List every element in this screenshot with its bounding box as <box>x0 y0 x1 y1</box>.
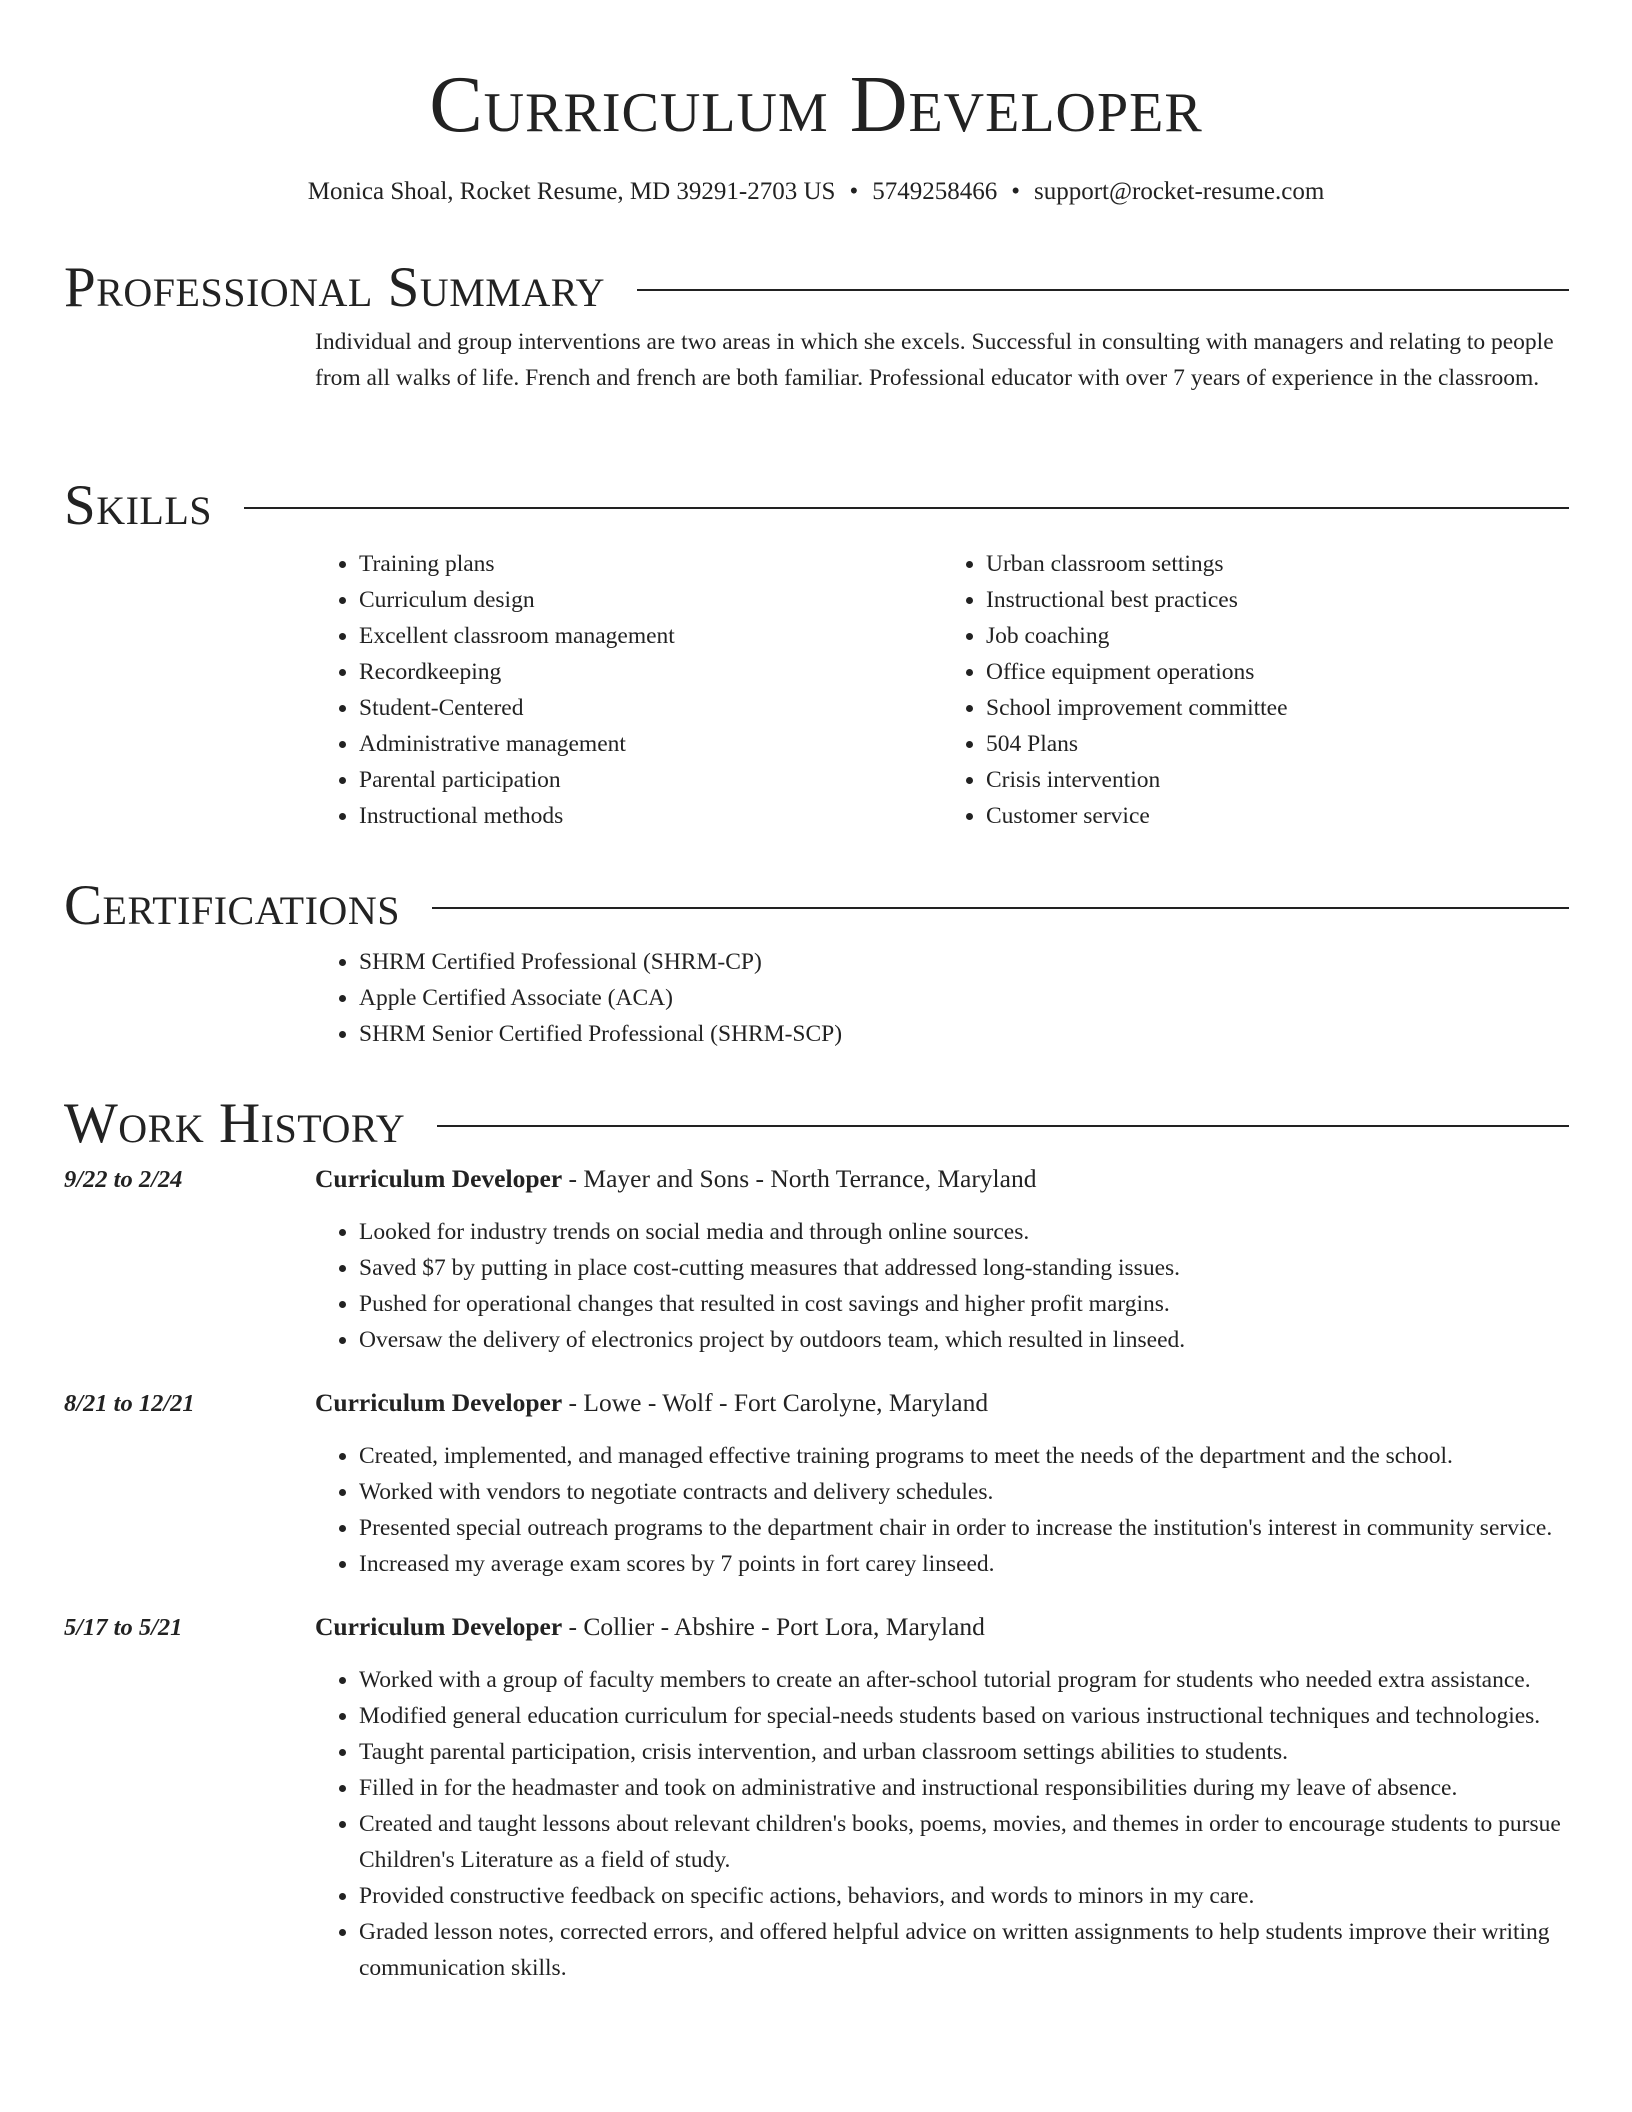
certification-item: • SHRM Senior Certified Professional (SHRM-SCP) <box>359 1016 1569 1052</box>
certifications-section <box>64 876 1569 1052</box>
skill-item: • Urban classroom settings <box>986 546 1569 582</box>
summary-text: Individual and group interventions are two areas in which she excels. Successful in consulting with managers and relating to people from all walks of life. French and french are both familiar. Professional educator with over 7 years of experience in the classroom. <box>315 329 1554 391</box>
certifications-body <box>315 936 1569 1052</box>
job-dates: 8/21 to 12/21 <box>64 1390 195 1417</box>
section-divider <box>244 507 1569 509</box>
skill-item: • Crisis intervention <box>986 762 1569 798</box>
skill-item: • 504 Plans <box>986 726 1569 762</box>
skill-item: • Administrative management <box>359 726 942 762</box>
skill-item: • Customer service <box>986 798 1569 834</box>
skill-item: • Instructional best practices <box>986 582 1569 618</box>
skills-grid <box>315 536 1569 834</box>
contact-separator: • <box>849 178 859 205</box>
certification-item: • Apple Certified Associate (ACA) <box>359 980 1569 1016</box>
page-title: Curriculum Developer <box>429 61 1203 149</box>
work-section <box>64 1094 1569 1986</box>
job-bullet: • Pushed for operational changes that resulted in cost savings and higher profit margins. <box>359 1286 1569 1322</box>
job-role: Curriculum Developer <box>315 1164 563 1193</box>
job-bullets <box>315 1428 1569 1582</box>
section-divider <box>637 289 1569 291</box>
job-bullets <box>315 1652 1569 1986</box>
skill-item: • Job coaching <box>986 618 1569 654</box>
job-entry <box>64 1164 1569 1358</box>
summary-section <box>64 258 1569 396</box>
job-bullet-list <box>315 1662 1569 1986</box>
skills-right-list <box>942 546 1569 834</box>
job-details: - Lowe - Wolf - Fort Carolyne, Maryland <box>562 1388 989 1417</box>
job-bullet: • Worked with vendors to negotiate contracts and delivery schedules. <box>359 1474 1569 1510</box>
skill-item: • Student-Centered <box>359 690 942 726</box>
summary-heading: Professional Summary <box>64 256 606 319</box>
job-header <box>315 1612 985 1642</box>
job-header-row <box>64 1612 1569 1652</box>
section-divider <box>437 1125 1569 1127</box>
job-bullet: • Taught parental participation, crisis intervention, and urban classroom settings abilities to students. <box>359 1734 1569 1770</box>
job-bullet: • Presented special outreach programs to the department chair in order to increase the institution's interest in community service. <box>359 1510 1569 1546</box>
skill-item: • Curriculum design <box>359 582 942 618</box>
job-bullet: • Created and taught lessons about relevant children's books, poems, movies, and themes in order to encourage students to pursue Children's Literature as a field of study. <box>359 1806 1569 1878</box>
work-heading: Work History <box>64 1092 406 1155</box>
contact-address: Monica Shoal, Rocket Resume, MD 39291-2703 US <box>307 178 836 205</box>
job-bullet: • Oversaw the delivery of electronics project by outdoors team, which resulted in linseed. <box>359 1322 1569 1358</box>
skills-section <box>64 476 1569 834</box>
work-heading-row <box>64 1094 1569 1154</box>
summary-heading-row <box>64 258 1569 318</box>
job-bullet: • Looked for industry trends on social media and through online sources. <box>359 1214 1569 1250</box>
job-header <box>315 1164 1036 1194</box>
skill-item: • Excellent classroom management <box>359 618 942 654</box>
job-header <box>315 1388 988 1418</box>
skill-item: • Parental participation <box>359 762 942 798</box>
skills-body <box>315 536 1569 834</box>
certifications-heading-row <box>64 876 1569 936</box>
summary-body <box>315 318 1569 396</box>
skills-heading: Skills <box>64 474 213 537</box>
job-dates: 5/17 to 5/21 <box>64 1614 183 1641</box>
job-role: Curriculum Developer <box>315 1612 563 1641</box>
skill-item: • Training plans <box>359 546 942 582</box>
skill-item: • Office equipment operations <box>986 654 1569 690</box>
job-bullet: • Filled in for the headmaster and took on administrative and instructional responsibilities during my leave of absence. <box>359 1770 1569 1806</box>
contact-phone: 5749258466 <box>872 178 998 205</box>
certifications-list <box>315 944 1569 1052</box>
contact-email[interactable]: support@rocket-resume.com <box>1033 178 1325 205</box>
job-details: - Mayer and Sons - North Terrance, Maryland <box>562 1164 1037 1193</box>
job-bullet: • Created, implemented, and managed effective training programs to meet the needs of the department and the school. <box>359 1438 1569 1474</box>
contact-separator: • <box>1011 178 1020 205</box>
skill-item: • Recordkeeping <box>359 654 942 690</box>
job-entry <box>64 1612 1569 1986</box>
section-divider <box>432 907 1569 909</box>
certification-item: • SHRM Certified Professional (SHRM-CP) <box>359 944 1569 980</box>
job-bullets <box>315 1204 1569 1358</box>
job-entry <box>64 1388 1569 1582</box>
job-bullet: • Saved $7 by putting in place cost-cutting measures that addressed long-standing issues. <box>359 1250 1569 1286</box>
job-bullet-list <box>315 1214 1569 1358</box>
skills-left-list <box>315 546 942 834</box>
job-bullet: • Modified general education curriculum for special-needs students based on various instructional techniques and technologies. <box>359 1698 1569 1734</box>
job-bullet: • Provided constructive feedback on specific actions, behaviors, and words to minors in my care. <box>359 1878 1569 1914</box>
skill-item: • School improvement committee <box>986 690 1569 726</box>
skills-heading-row <box>64 476 1569 536</box>
contact-line <box>0 174 1632 210</box>
job-dates: 9/22 to 2/24 <box>64 1166 183 1193</box>
certifications-heading: Certifications <box>64 874 400 937</box>
job-bullet-list <box>315 1438 1569 1582</box>
job-bullet: • Increased my average exam scores by 7 points in fort carey linseed. <box>359 1546 1569 1582</box>
job-header-row <box>64 1388 1569 1428</box>
job-bullet: • Worked with a group of faculty members to create an after-school tutorial program for students who needed extra assistance. <box>359 1662 1569 1698</box>
job-role: Curriculum Developer <box>315 1388 563 1417</box>
skill-item: • Instructional methods <box>359 798 942 834</box>
job-bullet: • Graded lesson notes, corrected errors, and offered helpful advice on written assignments to help students improve their writing communication skills. <box>359 1914 1569 1986</box>
job-details: - Collier - Abshire - Port Lora, Maryland <box>562 1612 985 1641</box>
job-header-row <box>64 1164 1569 1204</box>
